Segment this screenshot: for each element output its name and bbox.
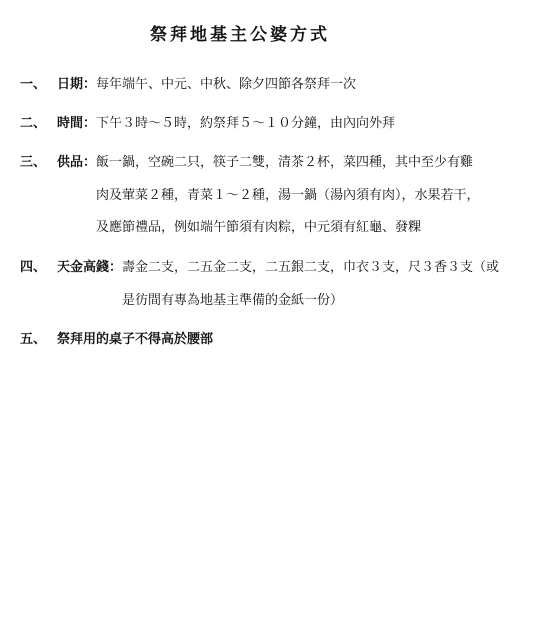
item-number-2: 二、 [20,116,47,131]
item-text-date: 每年端午、中元、中秋、除夕四節各祭拜一次 [96,77,357,92]
item-label-offerings: 供品： [57,155,97,170]
item-text-offerings-line-2: 肉及葷菜２種，青菜１～２種，湯一鍋（湯內須有肉），水果若干， [96,188,480,203]
item-label-date: 日期： [57,77,97,92]
item-label-time: 時間： [57,116,97,131]
item-number-5: 五、 [20,332,47,347]
item-text-offerings-line-1: 飯一鍋，空碗二只，筷子二雙，清茶２杯，菜四種，其中至少有雞 [96,155,474,170]
item-text-paper-money-line-1: 壽金二支，二五金二支，二五銀二支，巾衣３支，尺３香３支（或 [122,260,500,275]
item-label-table-height: 祭拜用的桌子不得高於腰部 [57,332,214,347]
item-text-time: 下午３時～５時，約祭拜５～１０分鐘，由內向外拜 [96,116,396,131]
page-title: 祭拜地基主公婆方式 [150,25,330,45]
item-number-1: 一、 [20,77,47,92]
item-number-3: 三、 [20,155,47,170]
item-text-offerings-line-3: 及應節禮品，例如端午節須有肉粽，中元須有紅龜、發粿 [96,220,422,235]
item-label-paper-money: 天金高錢： [57,260,123,275]
item-text-paper-money-line-2: 是彷間有專為地基主準備的金紙一份） [122,293,344,308]
item-number-4: 四、 [20,260,47,275]
